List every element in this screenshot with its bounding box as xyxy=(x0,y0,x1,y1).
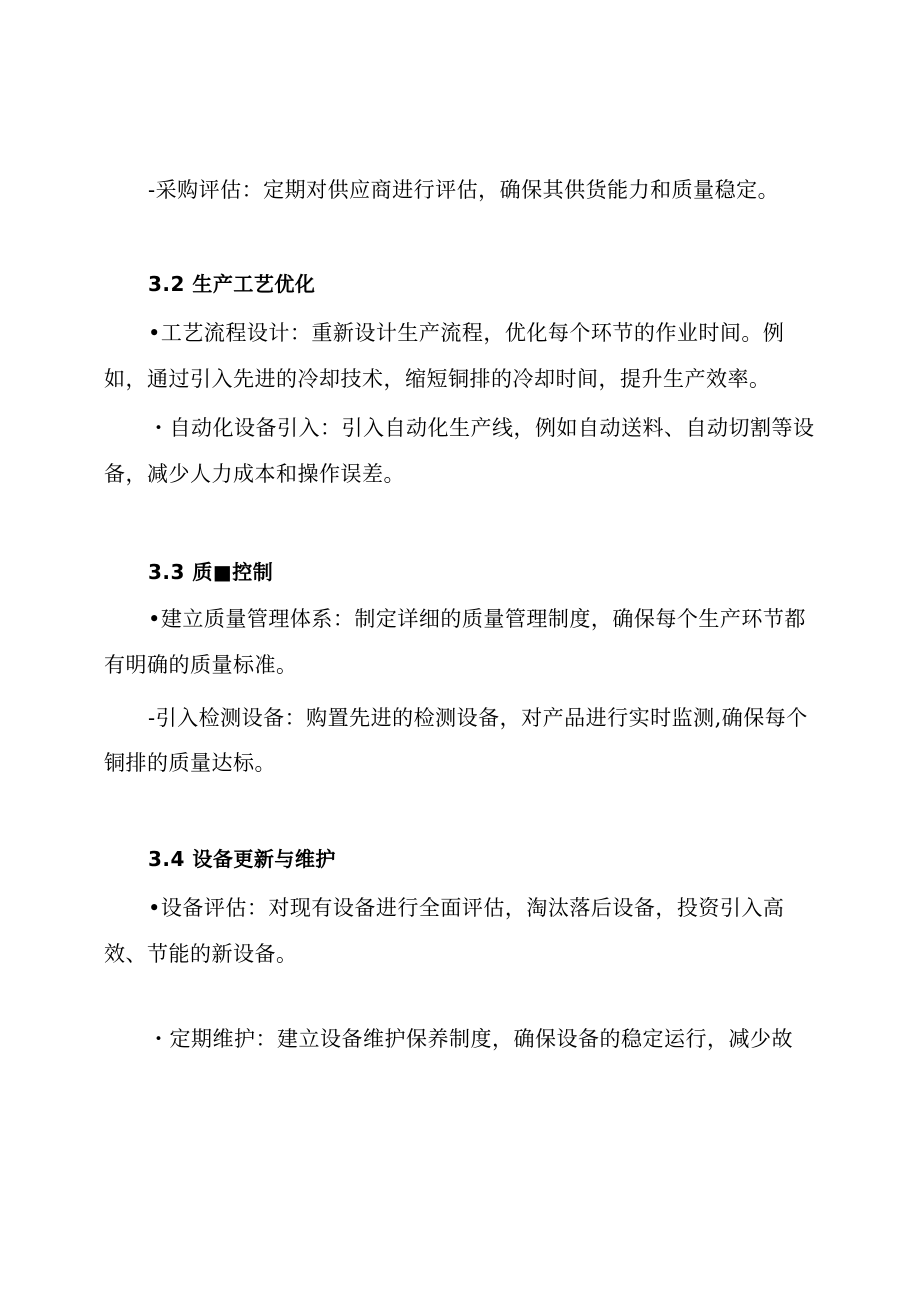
paragraph-inspection-equipment-line-2: 铜排的质量达标。 xyxy=(104,751,276,775)
section-heading-3-4: 3.4 设备更新与维护 xyxy=(148,847,336,871)
paragraph-process-design-line-1: •工艺流程设计：重新设计生产流程，优化每个环节的作业时间。例 xyxy=(148,321,785,345)
paragraph-equipment-evaluation-line-1: •设备评估：对现有设备进行全面评估，淘汰落后设备，投资引入高 xyxy=(148,896,785,920)
section-heading-3-3: 3.3 质■控制 xyxy=(148,560,274,584)
paragraph-equipment-evaluation-line-2: 效、节能的新设备。 xyxy=(104,942,298,966)
paragraph-quality-system-line-1: •建立质量管理体系：制定详细的质量管理制度，确保每个生产环节都 xyxy=(148,607,806,631)
paragraph-inspection-equipment-line-1: -引入检测设备：购置先进的检测设备，对产品进行实时监测,确保每个 xyxy=(148,706,808,730)
section-heading-3-2: 3.2 生产工艺优化 xyxy=(148,272,316,296)
paragraph-quality-system-line-2: 有明确的质量标准。 xyxy=(104,653,298,677)
paragraph-automation-line-1: ・自动化设备引入：引入自动化生产线，例如自动送料、自动切割等设 xyxy=(148,416,815,440)
paragraph-maintenance-line-1: ・定期维护：建立设备维护保养制度，确保设备的稳定运行，减少故 xyxy=(148,1027,793,1051)
paragraph-automation-line-2: 备，减少人力成本和操作误差。 xyxy=(104,462,405,486)
paragraph-process-design-line-2: 如，通过引入先进的冷却技术，缩短铜排的冷却时间，提升生产效率。 xyxy=(104,367,771,391)
paragraph-procurement-evaluation: -采购评估：定期对供应商进行评估，确保其供货能力和质量稳定。 xyxy=(148,178,780,202)
